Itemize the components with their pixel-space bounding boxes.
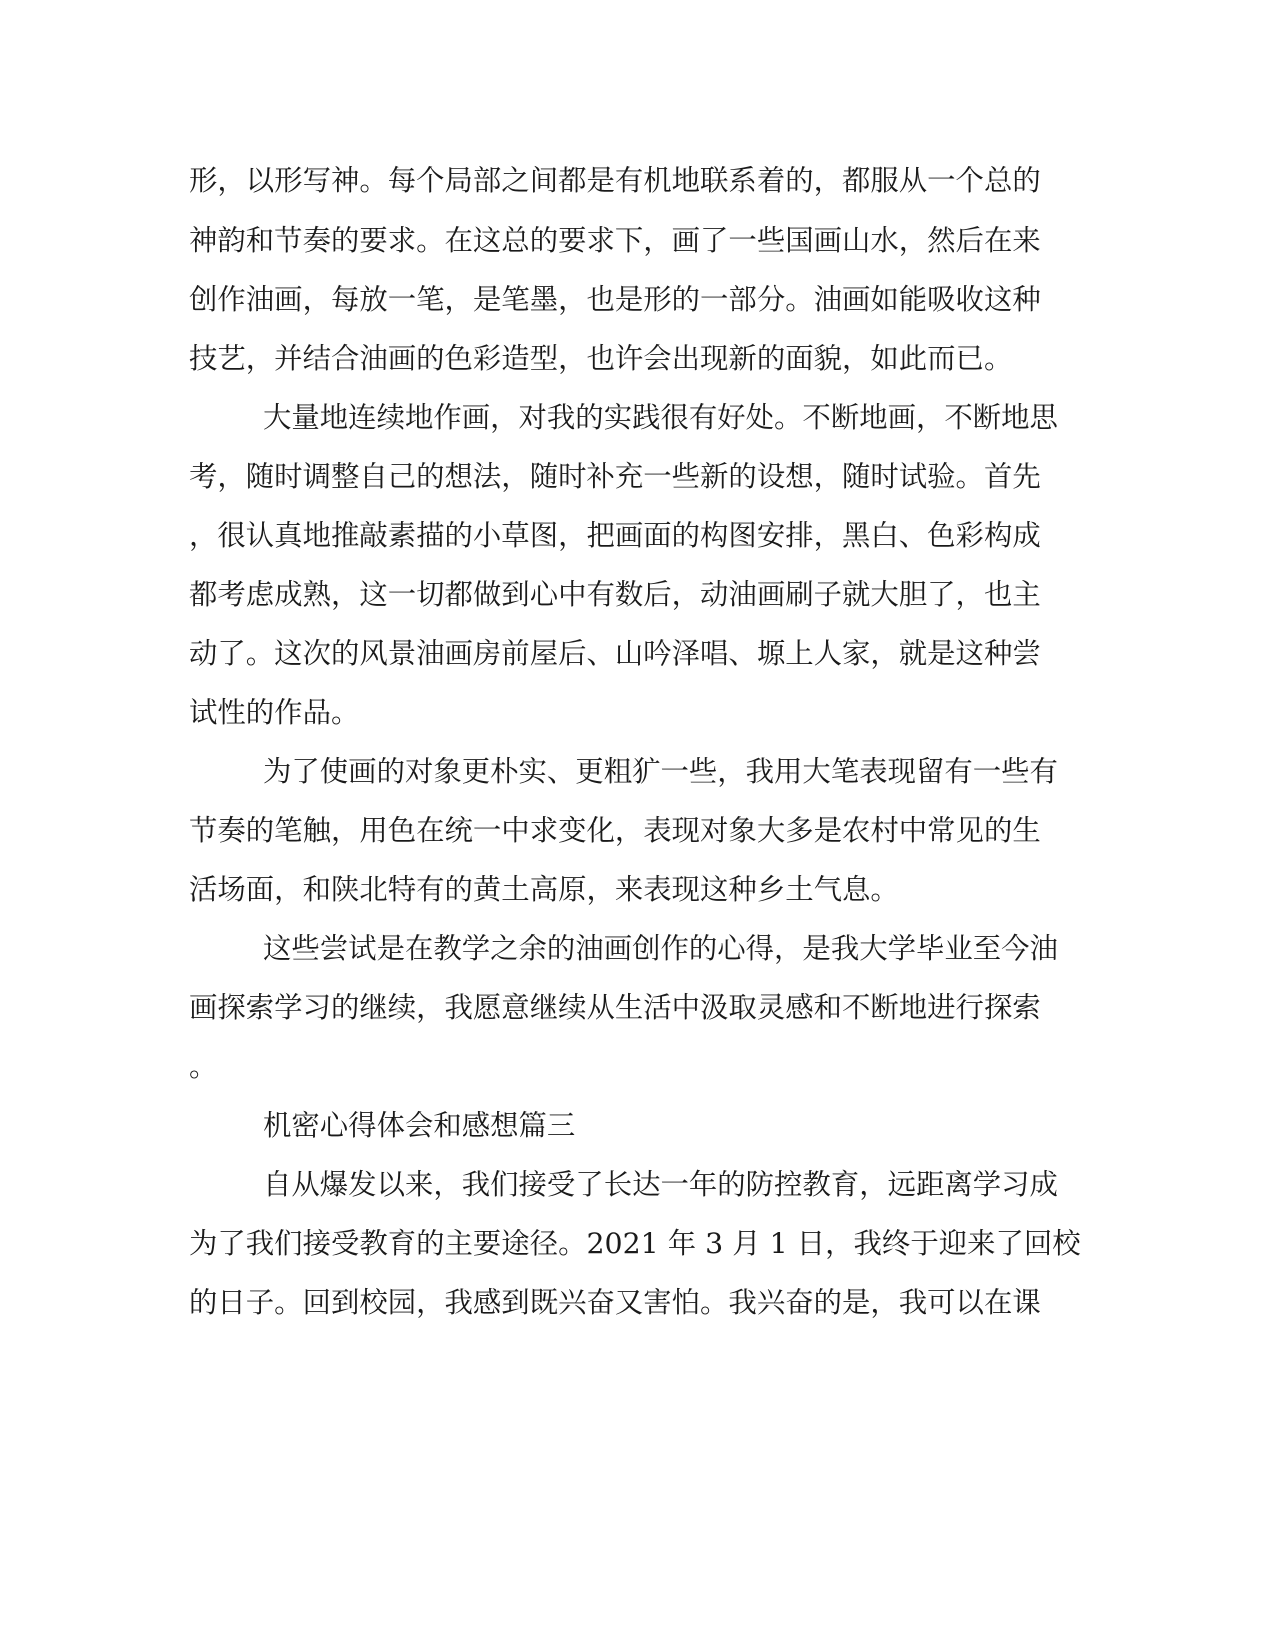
text-line: 。 (189, 1050, 218, 1083)
text-line: 形，以形写神。每个局部之间都是有机地联系着的，都服从一个总的 (189, 164, 1041, 197)
text-line: 考，随时调整自己的想法，随时补充一些新的设想，随时试验。首先 (189, 460, 1041, 493)
text-line: 的日子。回到校园，我感到既兴奋又害怕。我兴奋的是，我可以在课 (189, 1286, 1041, 1319)
text-line: 节奏的笔触，用色在统一中求变化，表现对象大多是农村中常见的生 (189, 814, 1041, 847)
text-line: 动了。这次的风景油画房前屋后、山吟泽唱、塬上人家，就是这种尝 (189, 637, 1041, 670)
text-line: ，很认真地推敲素描的小草图，把画面的构图安排，黑白、色彩构成 (189, 519, 1041, 552)
paragraph-first-line: 自从爆发以来，我们接受了长达一年的防控教育，远距离学习成 (263, 1168, 1058, 1201)
paragraph-first-line: 这些尝试是在教学之余的油画创作的心得，是我大学毕业至今油 (263, 932, 1058, 965)
text-line: 活场面，和陕北特有的黄土高原，来表现这种乡土气息。 (189, 873, 899, 906)
paragraph-first-line: 大量地连续地作画，对我的实践很有好处。不断地画，不断地思 (263, 401, 1058, 434)
text-line: 都考虑成熟，这一切都做到心中有数后，动油画刷子就大胆了，也主 (189, 578, 1041, 611)
paragraph-first-line: 为了使画的对象更朴实、更粗犷一些，我用大笔表现留有一些有 (263, 755, 1058, 788)
text-line: 技艺，并结合油画的色彩造型，也许会出现新的面貌，如此而已。 (189, 342, 1013, 375)
section-heading: 机密心得体会和感想篇三 (263, 1109, 576, 1142)
text-line: 画探索学习的继续，我愿意继续从生活中汲取灵感和不断地进行探索 (189, 991, 1041, 1024)
text-line: 神韵和节奏的要求。在这总的要求下，画了一些国画山水，然后在来 (189, 224, 1041, 257)
text-line: 为了我们接受教育的主要途径。2021 年 3 月 1 日，我终于迎来了回校 (189, 1227, 1081, 1260)
text-line: 创作油画，每放一笔，是笔墨，也是形的一部分。油画如能吸收这种 (189, 283, 1041, 316)
text-line: 试性的作品。 (189, 696, 360, 729)
